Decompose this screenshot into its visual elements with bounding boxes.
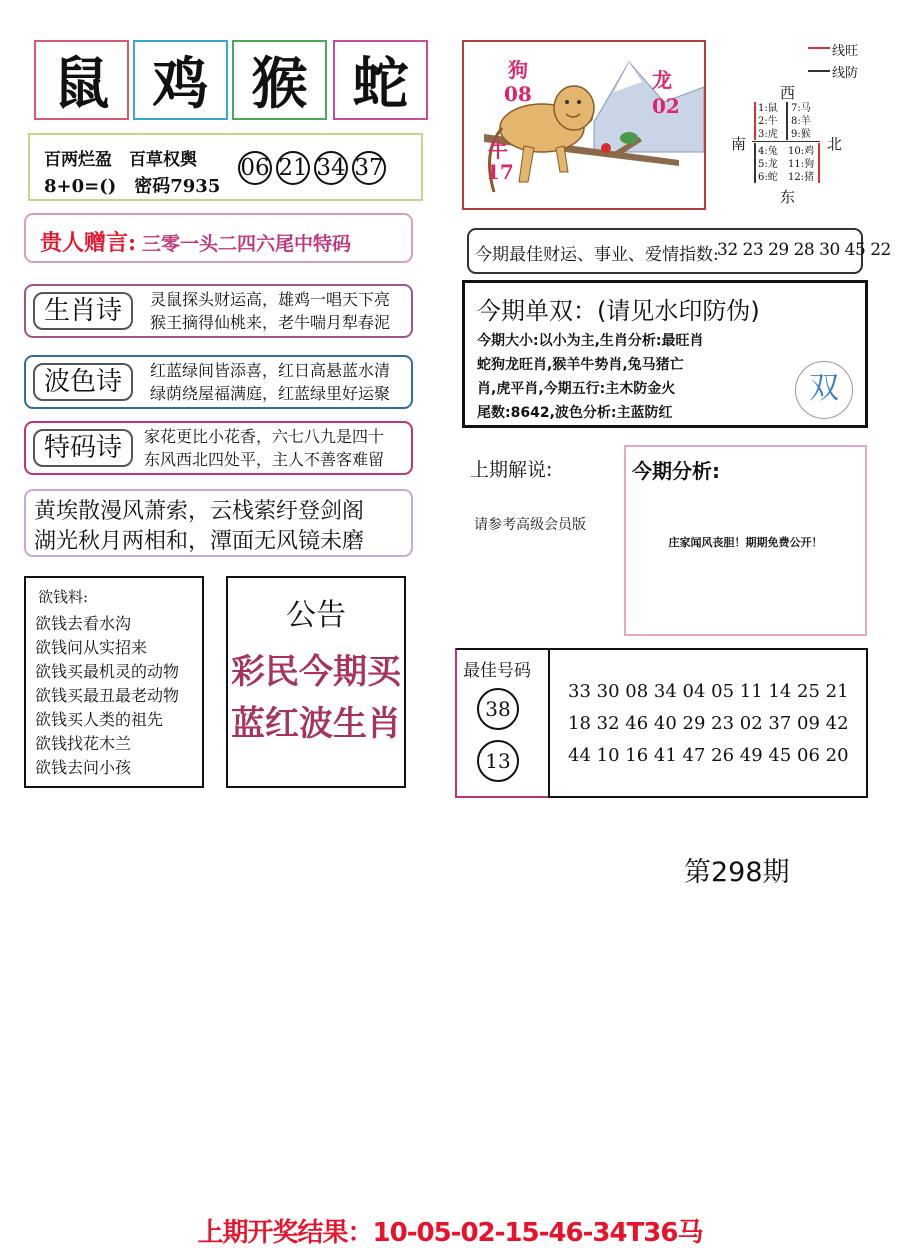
poem-tag-color: 波色诗 — [33, 363, 133, 401]
poem-tag-special: 特码诗 — [33, 429, 133, 467]
compass-group-2 — [791, 102, 811, 141]
yuqian-title: 欲钱料: — [38, 588, 89, 606]
zodiac-2: 鸡 — [133, 40, 228, 120]
compass-item: 2:牛 — [758, 116, 778, 127]
danshuang-line: 尾数:8642,波色分析:主蓝防红 — [477, 405, 673, 421]
number-row: 18 32 46 40 29 23 02 37 09 42 — [568, 713, 849, 734]
danshuang-line: 肖,虎平肖,今期五行:主木防金火 — [477, 381, 676, 397]
dragon-number: 02 — [652, 94, 680, 118]
danshuang-title: 今期单双：(请见水印防伪) — [477, 297, 760, 325]
notice-box — [226, 576, 406, 788]
compass-item: 10:鸡 — [788, 146, 815, 157]
list-item: 欲钱买最丑最老动物 — [35, 686, 180, 705]
best-pick-circle: 13 — [477, 740, 519, 782]
compass-north: 北 — [827, 135, 843, 153]
gift-box — [24, 213, 413, 263]
list-item: 欲钱去看水沟 — [35, 614, 132, 633]
poem-box-special — [24, 421, 413, 475]
list-item: 欲钱找花木兰 — [35, 734, 132, 753]
danshuang-box — [462, 280, 868, 428]
notice-line-1: 彩民今期买 — [231, 652, 401, 692]
issue-number: 第298期 — [684, 857, 790, 888]
compass-item: 9:猴 — [791, 129, 811, 140]
list-item: 欲钱问从实招来 — [35, 638, 148, 657]
danshuang-line: 今期大小:以小为主,生肖分析:最旺肖 — [477, 333, 704, 349]
last-result: 上期开奖结果：10-05-02-15-46-34T36马 — [197, 1218, 703, 1248]
poem-special-line-1: 家花更比小花香，六七八九是四十 — [144, 427, 385, 446]
danshuang-body — [477, 329, 704, 425]
number-row: 44 10 16 41 47 26 49 45 06 20 — [568, 745, 849, 766]
poem-tag-zodiac: 生肖诗 — [33, 292, 133, 330]
zodiac-3: 猴 — [232, 40, 327, 120]
poem-color-line-1: 红蓝绿间皆添喜，红日高悬蓝水清 — [150, 361, 391, 380]
list-item: 欲钱买人类的祖先 — [35, 710, 164, 729]
zodiac-1: 鼠 — [34, 40, 129, 120]
notice-title: 公告 — [286, 598, 346, 633]
compass-item: 1:鼠 — [758, 103, 778, 114]
poem-box-color — [24, 355, 413, 409]
analysis-text: 庄家闻风丧胆！期期免费公开！ — [668, 536, 823, 549]
riddle-line-1: 百两烂盈 百草权舆 — [44, 150, 197, 170]
zodiac-4: 蛇 — [333, 40, 428, 120]
dog-label: 狗 — [508, 58, 528, 82]
best-title: 最佳号码 — [463, 661, 531, 681]
riddle-line-2: 8+0=() 密码7935 — [44, 176, 221, 197]
number-circle: 21 — [276, 151, 310, 185]
legend-guard: 线防 — [832, 66, 859, 81]
best-picks-box — [455, 648, 550, 798]
dragon-label: 龙 — [652, 68, 672, 92]
number-circles — [238, 151, 390, 185]
yuqian-box — [24, 576, 204, 788]
analysis-title: 今期分析: — [632, 459, 720, 483]
list-item: 欲钱去问小孩 — [35, 758, 132, 777]
compass-east: 东 — [780, 188, 796, 206]
compass-line — [754, 143, 756, 183]
analysis-box — [624, 445, 867, 636]
dog-number: 08 — [504, 82, 532, 106]
verse-line-1: 黄埃散漫风萧索，云栈萦纡登剑阁 — [34, 499, 365, 524]
number-circle: 06 — [238, 151, 272, 185]
verse-line-2: 湖光秋月两相和，潭面无风镜未磨 — [34, 529, 365, 554]
ox-label: 牛 — [488, 138, 508, 162]
poem-special-line-2: 东风西北四处平，主人不善客难留 — [144, 450, 385, 469]
number-circle: 37 — [352, 151, 386, 185]
ox-number: 17 — [486, 160, 514, 184]
danshuang-line: 蛇狗龙旺肖,猴羊牛势肖,兔马猪亡 — [477, 357, 684, 373]
compass-group-4 — [788, 145, 814, 184]
compass-item: 3:虎 — [758, 129, 778, 140]
picture-box — [462, 40, 706, 210]
guard-line-icon — [808, 70, 830, 72]
compass-item: 4:兔 — [758, 146, 778, 157]
compass-west: 西 — [780, 84, 796, 102]
number-circle: 34 — [314, 151, 348, 185]
compass-group-1 — [758, 102, 778, 141]
compass-group-3 — [758, 145, 778, 184]
last-explain-note: 请参考高级会员版 — [474, 517, 586, 533]
compass-line — [818, 143, 820, 183]
number-row: 33 30 08 34 04 05 11 14 25 21 — [568, 681, 849, 702]
gift-label: 贵人赠言: — [40, 230, 137, 256]
compass-south: 南 — [731, 135, 747, 153]
gift-text: 三零一头二四六尾中特码 — [142, 233, 352, 255]
last-explain-title: 上期解说: — [470, 459, 553, 481]
legend-prosper: 线旺 — [832, 44, 859, 59]
compass-item: 12:猪 — [788, 172, 815, 183]
best-numbers-grid — [548, 648, 868, 798]
compass-item: 8:羊 — [791, 116, 811, 127]
prosper-line-icon — [808, 47, 830, 49]
watermark-stamp: 双 — [795, 361, 853, 419]
poem-box-zodiac — [24, 284, 413, 338]
verse-box — [24, 489, 413, 557]
notice-line-2: 蓝红波生肖 — [231, 704, 401, 744]
fortune-label: 今期最佳财运、事业、爱情指数: — [475, 245, 719, 265]
compass-item: 5:龙 — [758, 159, 778, 170]
list-item: 欲钱买最机灵的动物 — [35, 662, 180, 681]
poem-color-line-2: 绿荫绕屋福满庭，红蓝绿里好运聚 — [150, 384, 391, 403]
compass-line — [754, 102, 756, 140]
compass-item: 7:马 — [791, 103, 811, 114]
riddle-box — [28, 133, 423, 201]
compass-line — [786, 102, 788, 140]
compass-item: 6:蛇 — [758, 172, 778, 183]
poem-zodiac-line-1: 灵鼠探头财运高，雄鸡一唱天下亮 — [150, 290, 391, 309]
best-numbers-rows — [568, 676, 849, 772]
poem-zodiac-line-2: 猴王摘得仙桃来，老牛喘月犁春泥 — [150, 313, 391, 332]
best-pick-circle: 38 — [477, 688, 519, 730]
yuqian-list — [35, 612, 179, 780]
compass-line — [752, 141, 820, 142]
fortune-box — [467, 228, 891, 274]
fortune-numbers: 32 23 29 28 30 45 22 — [717, 240, 891, 260]
compass-item: 11:狗 — [788, 159, 815, 170]
